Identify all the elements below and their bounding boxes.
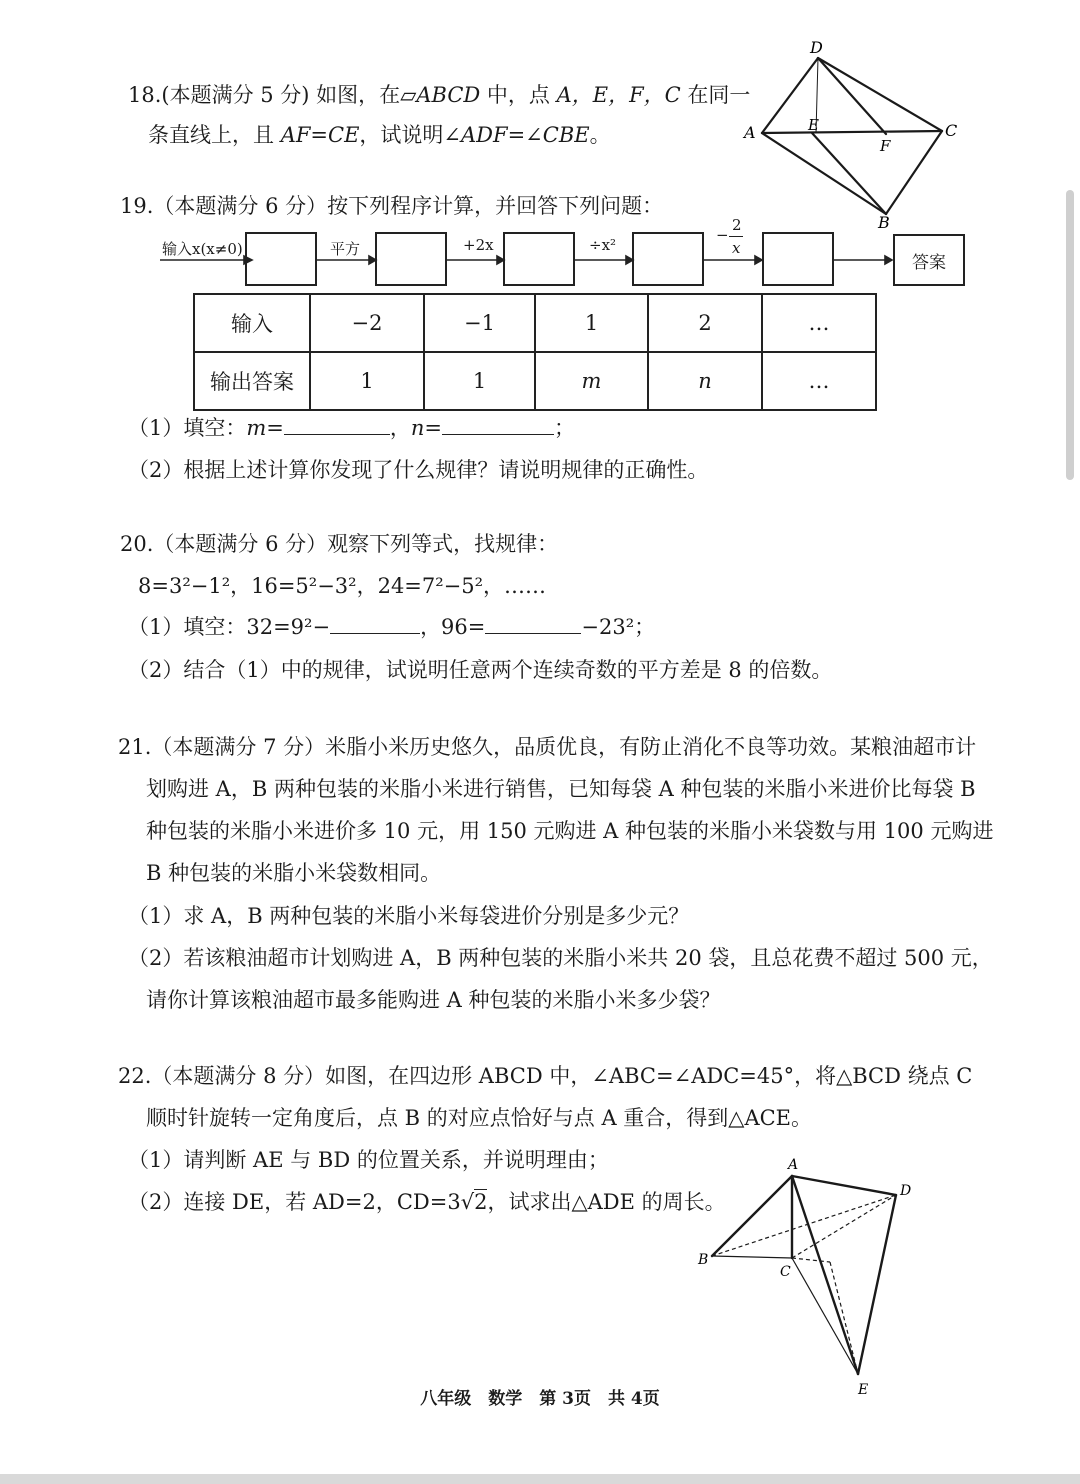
flow-step-fraction-num: 2 (732, 216, 742, 234)
bottom-bar (0, 1474, 1080, 1484)
q21-part2-line1: （2）若该粮油超市计划购进 A，B 两种包装的米脂小米共 20 袋，且总花费不超过 500 元， (128, 946, 993, 970)
flow-input-label: 输入x(x≠0) (162, 240, 243, 258)
point-f-label: F (880, 137, 891, 155)
flow-step-minus-sign: − (716, 226, 729, 244)
answer-blank-2[interactable] (485, 615, 581, 634)
point-d-label: D (810, 38, 823, 57)
page-footer: 八年级 数学 第 3页 共 4页 (420, 1389, 660, 1409)
q19-part2: （2）根据上述计算你发现了什么规律？请说明规律的正确性。 (128, 458, 709, 482)
table-row: 输出答案 1 1 m n … (194, 352, 876, 410)
flow-step-divide: ÷x² (589, 236, 617, 254)
answer-blank-m[interactable] (284, 416, 390, 435)
q18-line2: 条直线上，且 AF=CE，试说明∠ADF=∠CBE。 (148, 123, 611, 147)
flow-step-fraction-den: x (732, 239, 741, 257)
q18-figure (740, 36, 970, 236)
q18-number: 18. (128, 83, 162, 107)
point-b-label: B (698, 1252, 709, 1268)
point-c-label: C (780, 1264, 791, 1280)
flow-step-square: 平方 (330, 240, 361, 258)
flow-arrows (140, 250, 900, 270)
arrow-head-icon (244, 256, 252, 264)
q20-part1: （1）填空：32=9²− ，96= −23²； (128, 615, 656, 639)
q20-part2: （2）结合（1）中的规律，试说明任意两个连续奇数的平方差是 8 的倍数。 (128, 658, 833, 682)
q22-line1: 22.（本题满分 8 分）如图，在四边形 ABCD 中，∠ABC=∠ADC=45°，将△BCD 绕点 C (118, 1064, 973, 1088)
q21-line2: 划购进 A，B 两种包装的米脂小米进行销售，已知每袋 A 种包装的米脂小米进价比每袋 B (146, 777, 976, 801)
q20-equations: 8=3²−1²，16=5²−3²，24=7²−5²，…… (138, 574, 547, 598)
flow-step-plus2x: +2x (463, 236, 494, 254)
q19-table (193, 293, 877, 411)
flow-answer-box: 答案 (893, 234, 965, 286)
parallelogram-symbol: ▱ (400, 83, 417, 107)
answer-blank-1[interactable] (330, 615, 420, 634)
point-c-label: C (945, 121, 958, 140)
point-d-label: D (900, 1183, 912, 1199)
q21-line4: B 种包装的米脂小米袋数相同。 (146, 861, 442, 885)
scrollbar[interactable] (1066, 190, 1074, 480)
point-a-label: A (788, 1157, 799, 1173)
point-a-label: A (744, 123, 756, 142)
sqrt-radicand: 2 (474, 1190, 488, 1214)
point-e-label: E (808, 116, 819, 134)
answer-blank-n[interactable] (442, 416, 554, 435)
q22-line2: 顺时针旋转一定角度后，点 B 的对应点恰好与点 A 重合，得到△ACE。 (146, 1106, 813, 1130)
q21-line3: 种包装的米脂小米进价多 10 元，用 150 元购进 A 种包装的米脂小米袋数与用 100 元购进 (146, 819, 994, 843)
q20-line: 20.（本题满分 6 分）观察下列等式，找规律： (120, 532, 559, 556)
fraction-bar (729, 236, 743, 237)
q18-line1: 18.(本题满分 5 分) 如图，在▱ABCD 中，点 A，E，F，C 在同一 (128, 83, 751, 107)
q19-part1: （1）填空：m= ，n= ； (128, 416, 576, 440)
q21-line1: 21.（本题满分 7 分）米脂小米历史悠久，品质优良，有防止消化不良等功效。某粮油超市计 (118, 735, 977, 759)
q21-part2-line2: 请你计算该粮油超市最多能购进 A 种包装的米脂小米多少袋？ (146, 988, 721, 1012)
table-row: 输入 −2 −1 1 2 … (194, 294, 876, 352)
sqrt-symbol: √ (460, 1190, 475, 1214)
q21-part1: （1）求 A，B 两种包装的米脂小米每袋进价分别是多少元？ (128, 904, 690, 928)
point-b-label: B (878, 213, 890, 232)
q22-part1: （1）请判断 AE 与 BD 的位置关系，并说明理由； (128, 1148, 609, 1172)
q22-part2: （2）连接 DE，若 AD=2，CD=3√2，试求出△ADE 的周长。 (128, 1190, 726, 1214)
q22-figure (690, 1150, 930, 1400)
point-e-label: E (858, 1382, 869, 1398)
q19-line: 19.（本题满分 6 分）按下列程序计算，并回答下列问题： (120, 194, 664, 218)
